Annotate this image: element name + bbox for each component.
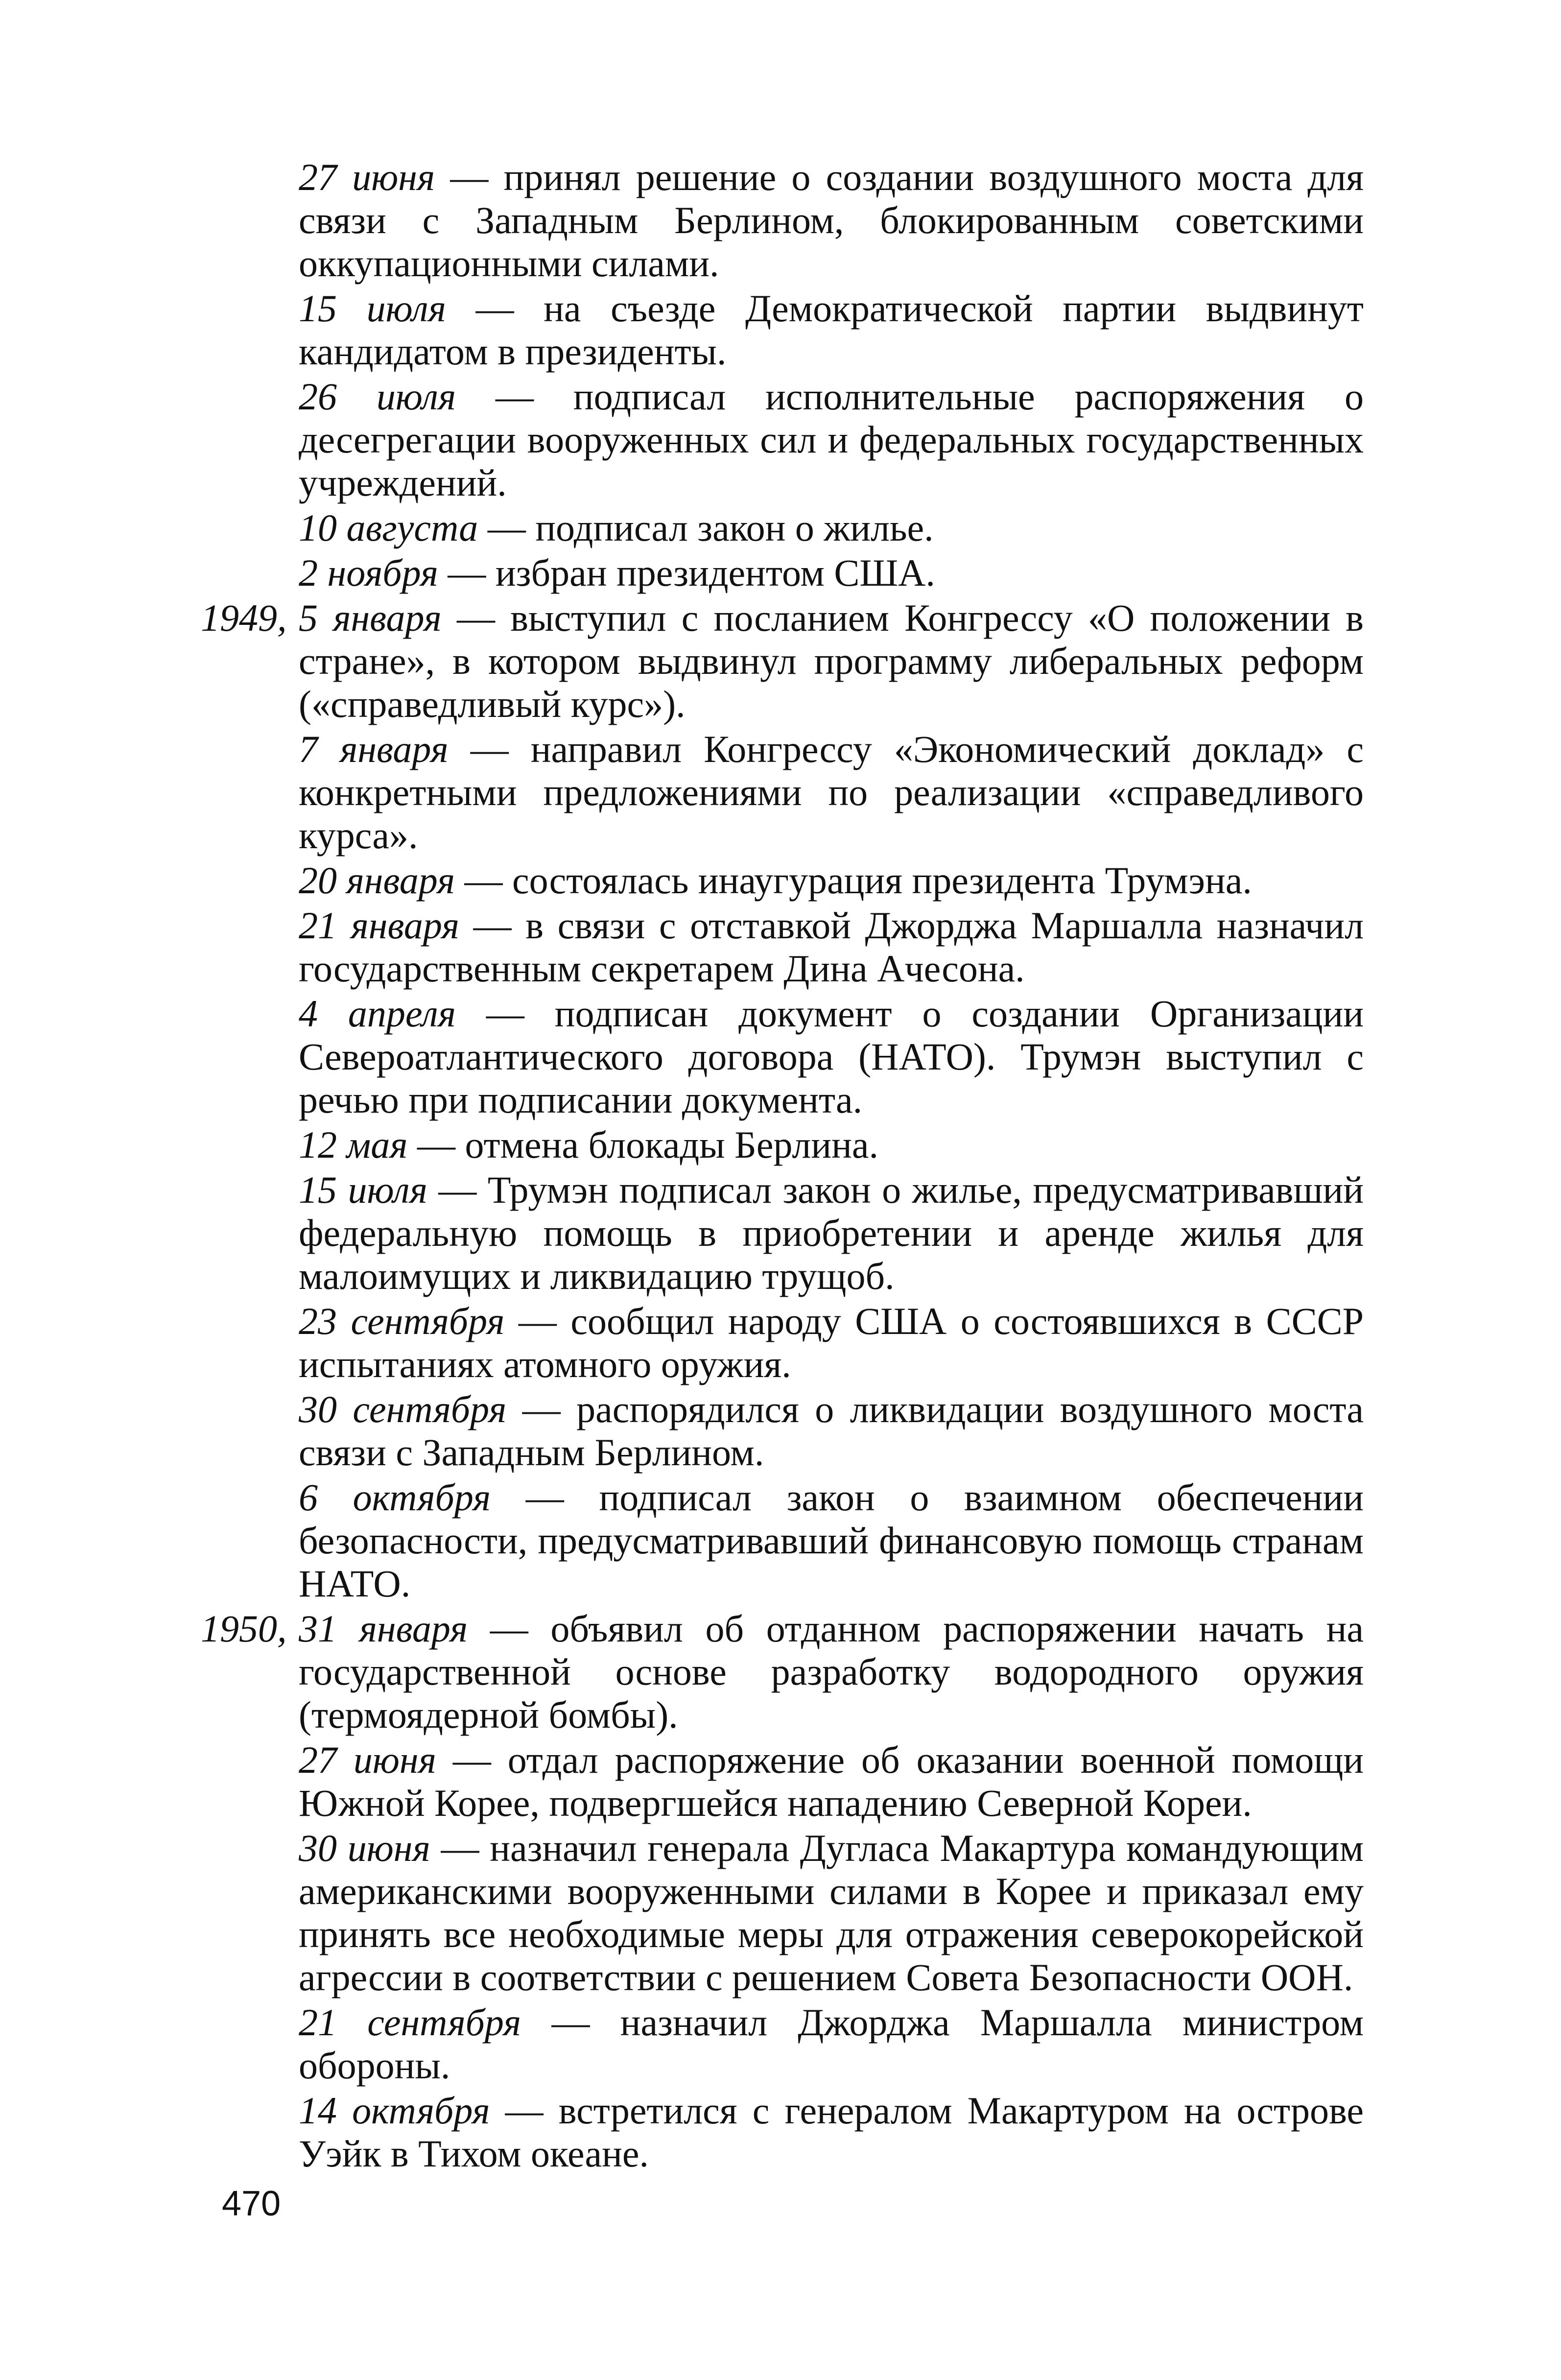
entry-date: 21 сентября	[299, 2001, 521, 2044]
page-number: 470	[222, 2184, 281, 2223]
chronology-entry	[299, 287, 1364, 373]
entry-dash: —	[470, 728, 509, 770]
entry-dash: —	[551, 2001, 590, 2044]
entry-date: 2 ноября	[299, 551, 438, 594]
entry-text: назначил генерала Дугласа Макартура командующим американскими вооруженными силами в Корее и приказал ему принять все необходимые меры для отражения северокорейской агрессии в соответствии с решением Совета Безопасности ООН.	[299, 1827, 1364, 1999]
chronology-entry	[299, 551, 1364, 595]
chronology-entry	[299, 2089, 1364, 2175]
chronology-entry	[299, 859, 1364, 902]
chronology-entry	[299, 1300, 1364, 1386]
entry-text: встретился с генералом Макартуром на острове Уэйк в Тихом океане.	[299, 2089, 1364, 2175]
entry-date: 26 июля	[299, 375, 456, 418]
entry-text: распорядился о ликвидации воздушного моста связи с Западным Берлином.	[299, 1388, 1364, 1474]
entry-date: 31 января	[299, 1607, 468, 1650]
entry-text: подписал закон о жилье.	[535, 506, 934, 549]
chronology-entry	[201, 1607, 1364, 1737]
entry-text: в связи с отставкой Джорджа Маршалла назначил государственным секретарем Дина Ачесона.	[299, 904, 1364, 990]
entry-date: 14 октября	[299, 2089, 490, 2132]
entry-dash: —	[475, 287, 514, 330]
chronology-entry	[299, 2001, 1364, 2087]
entry-text: выступил с посланием Конгрессу «О положении в стране», в котором выдвинул программу либеральных реформ («справедливый курс»).	[299, 596, 1364, 725]
entry-date: 10 августа	[299, 506, 478, 549]
entry-date: 4 апреля	[299, 992, 456, 1035]
chronology-entry	[299, 506, 1364, 549]
entry-dash: —	[438, 1168, 477, 1211]
entry-dash: —	[525, 1476, 564, 1519]
entry-date: 15 июля	[299, 1168, 427, 1211]
chronology-entry	[299, 1738, 1364, 1825]
entry-dash: —	[441, 1827, 479, 1869]
entry-dash: —	[518, 1300, 557, 1342]
entry-text: отмена блокады Берлина.	[465, 1123, 878, 1166]
entry-date: 30 сентября	[299, 1388, 507, 1430]
chronology-entry	[299, 728, 1364, 857]
chronology-entry	[299, 1827, 1364, 1999]
entry-text: Трумэн подписал закон о жилье, предусматривавший федеральную помощь в приобретении и аренде жилья для малоимущих и ликвидацию трущоб.	[299, 1168, 1364, 1297]
chronology-entry	[201, 596, 1364, 726]
entry-text: назначил Джорджа Маршалла министром обороны.	[299, 2001, 1364, 2087]
entry-dash: —	[452, 1738, 491, 1781]
entry-text: отдал распоряжение об оказании военной помощи Южной Корее, подвергшейся нападению Северной Кореи.	[299, 1738, 1364, 1824]
entry-dash: —	[450, 156, 489, 198]
entry-dash: —	[456, 596, 495, 639]
chronology-entry	[299, 992, 1364, 1121]
entry-text: направил Конгрессу «Экономический доклад» с конкретными предложениями по реализации «справедливого курса».	[299, 728, 1364, 857]
entry-year: 1949 ,	[201, 596, 294, 640]
entry-date: 6 октября	[299, 1476, 491, 1519]
entry-text: подписал исполнительные распоряжения о десегрегации вооруженных сил и федеральных государственных учреждений.	[299, 375, 1364, 504]
entry-date: 27 июня	[299, 1738, 436, 1781]
entry-text: объявил об отданном распоряжении начать на государственной основе разработку водородного оружия (термоядерной бомбы).	[299, 1607, 1364, 1736]
chronology-entry	[299, 1123, 1364, 1166]
chronology-entry	[299, 1388, 1364, 1474]
entry-date: 20 января	[299, 859, 455, 902]
entry-date: 21 января	[299, 904, 460, 947]
entry-text: подписал закон о взаимном обеспечении безопасности, предусматривавший финансовую помощь странам НАТО.	[299, 1476, 1364, 1605]
entry-date: 7 января	[299, 728, 449, 770]
entry-text: на съезде Демократической партии выдвинут кандидатом в президенты.	[299, 287, 1364, 373]
entry-year: 1950 ,	[201, 1607, 294, 1650]
entry-dash: —	[496, 375, 534, 418]
chronology-entry	[299, 156, 1364, 285]
entry-dash: —	[448, 551, 486, 594]
entry-text: сообщил народу США о состоявшихся в СССР испытаниях атомного оружия.	[299, 1300, 1364, 1385]
entry-text: состоялась инаугурация президента Трумэна.	[512, 859, 1252, 902]
chronology-entry	[299, 904, 1364, 990]
entry-text: подписан документ о создании Организации Североатлантического договора (НАТО). Трумэн выступил с речью при подписании документа.	[299, 992, 1364, 1121]
entry-date: 5 января	[299, 596, 442, 639]
entry-date: 23 сентября	[299, 1300, 505, 1342]
entry-dash: —	[490, 1607, 528, 1650]
entry-date: 27 июня	[299, 156, 435, 198]
entry-text: принял решение о создании воздушного моста для связи с Западным Берлином, блокированным советскими оккупационными силами.	[299, 156, 1364, 285]
entry-dash: —	[522, 1388, 561, 1430]
entry-dash: —	[473, 904, 512, 947]
entry-date: 15 июля	[299, 287, 446, 330]
chronology-text	[201, 156, 1364, 2177]
entry-dash: —	[417, 1123, 456, 1166]
entry-dash: —	[505, 2089, 544, 2132]
entry-dash: —	[487, 506, 526, 549]
chronology-entry	[299, 1476, 1364, 1605]
chronology-entry	[299, 375, 1364, 504]
entry-dash: —	[464, 859, 503, 902]
entry-date: 30 июня	[299, 1827, 430, 1869]
entry-dash: —	[486, 992, 524, 1035]
entry-date: 12 мая	[299, 1123, 408, 1166]
entry-text: избран президентом США.	[495, 551, 935, 594]
chronology-entry	[299, 1168, 1364, 1298]
